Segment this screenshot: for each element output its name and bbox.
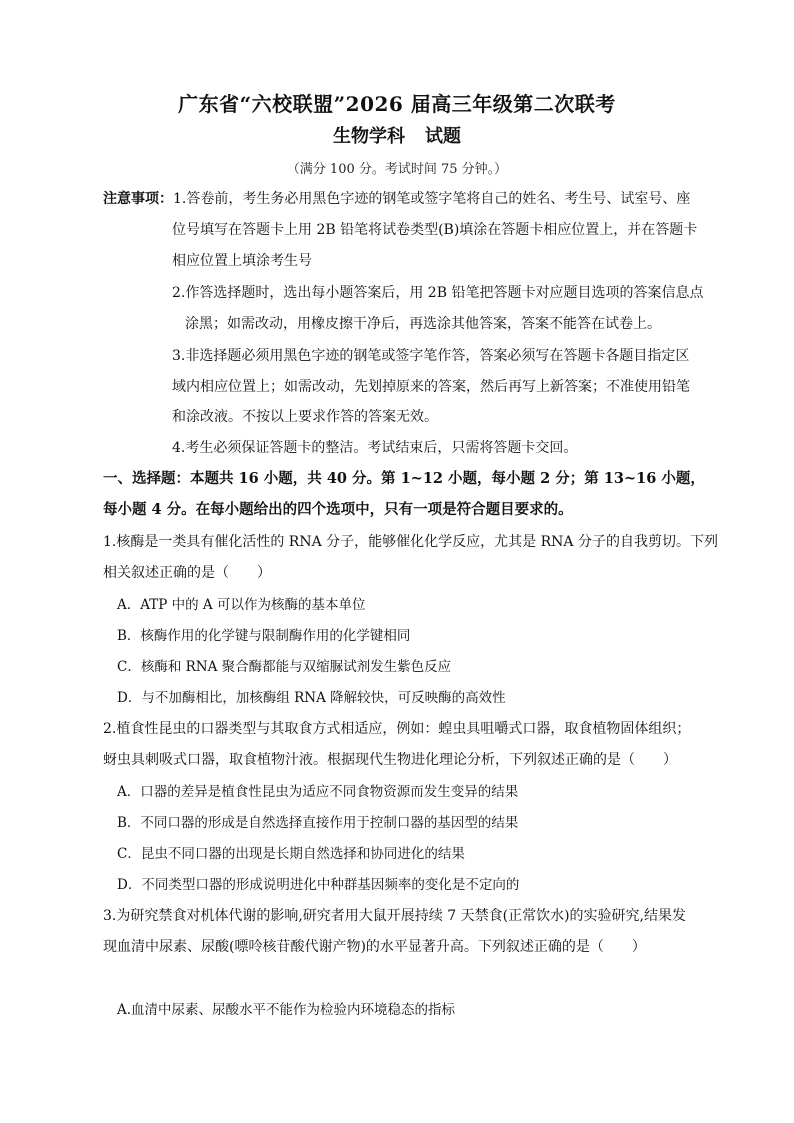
- notice-line-8: 和涂改液。不按以上要求作答的答案无效。: [172, 409, 438, 425]
- notice-text-1: 1.答卷前，考生务必用黑色字迹的钢笔或签字笔将自己的姓名、考生号、试室号、座: [173, 191, 691, 207]
- notice-line-2: 位号填写在答题卡上用 2B 铅笔将试卷类型(B)填涂在答题卡相应位置上，并在答题卡: [172, 222, 698, 238]
- q1-option-d: D．与不加酶相比，加核酶组 RNA 降解较快，可反映酶的高效性: [117, 690, 506, 706]
- q2-option-d: D．不同类型口器的形成说明进化中种群基因频率的变化是不定向的: [117, 877, 520, 893]
- q1-option-a: A．ATP 中的 A 可以作为核酶的基本单位: [117, 597, 366, 613]
- section-heading-line-2: 每小题 4 分。在每小题给出的四个选项中，只有一项是符合题目要求的。: [103, 501, 573, 518]
- q1-stem-line-1: 1.核酶是一类具有催化活性的 RNA 分子，能够催化化学反应，尤其是 RNA 分子的自我剪切。下列: [103, 534, 718, 550]
- exam-subtitle: [0, 122, 794, 148]
- notice-line-3: 相应位置上填涂考生号: [172, 253, 312, 269]
- q2-stem-line-2: 蚜虫具刺吸式口器，取食植物汁液。根据现代生物进化理论分析，下列叙述正确的是（ ）: [103, 752, 677, 768]
- notice-line-5: 涂黑；如需改动，用橡皮擦干净后，再选涂其他答案，答案不能答在试卷上。: [185, 316, 661, 332]
- notice-line-7: 域内相应位置上；如需改动，先划掉原来的答案，然后再写上新答案；不准使用铅笔: [172, 379, 690, 395]
- exam-title: 广东省“六校联盟”2026 届高三年级第二次联考: [178, 92, 616, 116]
- subject-label: 生物学科: [333, 126, 405, 147]
- notice-line-9: 4.考生必须保证答题卡的整洁。考试结束后，只需将答题卡交回。: [172, 440, 578, 456]
- q3-option-a: A.血清中尿素、尿酸水平不能作为检验内环境稳态的指标: [117, 1002, 456, 1018]
- score-info: （满分 100 分。考试时间 75 分钟。）: [286, 162, 508, 177]
- section-heading-line-1: 一、选择题：本题共 16 小题，共 40 分。第 1~12 小题，每小题 2 分；第 13~16 小题，: [103, 470, 705, 487]
- paper-label: 试题: [425, 126, 461, 147]
- q1-option-c: C．核酶和 RNA 聚合酶都能与双缩脲试剂发生紫色反应: [117, 659, 452, 675]
- q2-option-c: C．昆虫不同口器的出现是长期自然选择和协同进化的结果: [117, 846, 465, 862]
- q1-option-b: B．核酶作用的化学键与限制酶作用的化学键相同: [117, 628, 411, 644]
- q3-stem-line-1: 3.为研究禁食对机体代谢的影响,研究者用大鼠开展持续 7 天禁食(正常饮水)的实验研究,结果发: [103, 908, 686, 924]
- q2-option-b: B．不同口器的形成是自然选择直接作用于控制口器的基因型的结果: [117, 815, 519, 831]
- q2-option-a: A．口器的差异是植食性昆虫为适应不同食物资源而发生变异的结果: [117, 784, 519, 800]
- q3-stem-line-2: 现血清中尿素、尿酸(嘌呤核苷酸代谢产物)的水平显著升高。下列叙述正确的是（ ）: [103, 939, 646, 955]
- q1-stem-line-2: 相关叙述正确的是（ ）: [103, 565, 271, 581]
- notice-line-6: 3.非选择题必须用黑色字迹的钢笔或签字笔作答，答案必须写在答题卡各题目指定区: [172, 348, 690, 364]
- q2-stem-line-1: 2.植食性昆虫的口器类型与其取食方式相适应，例如：蝗虫具咀嚼式口器，取食植物固体组织；: [103, 721, 691, 737]
- notice-line-1: [103, 189, 690, 209]
- notice-line-4: 2.作答选择题时，选出每小题答案后，用 2B 铅笔把答题卡对应题目选项的答案信息点: [172, 285, 704, 301]
- notice-label: 注意事项：: [103, 191, 173, 207]
